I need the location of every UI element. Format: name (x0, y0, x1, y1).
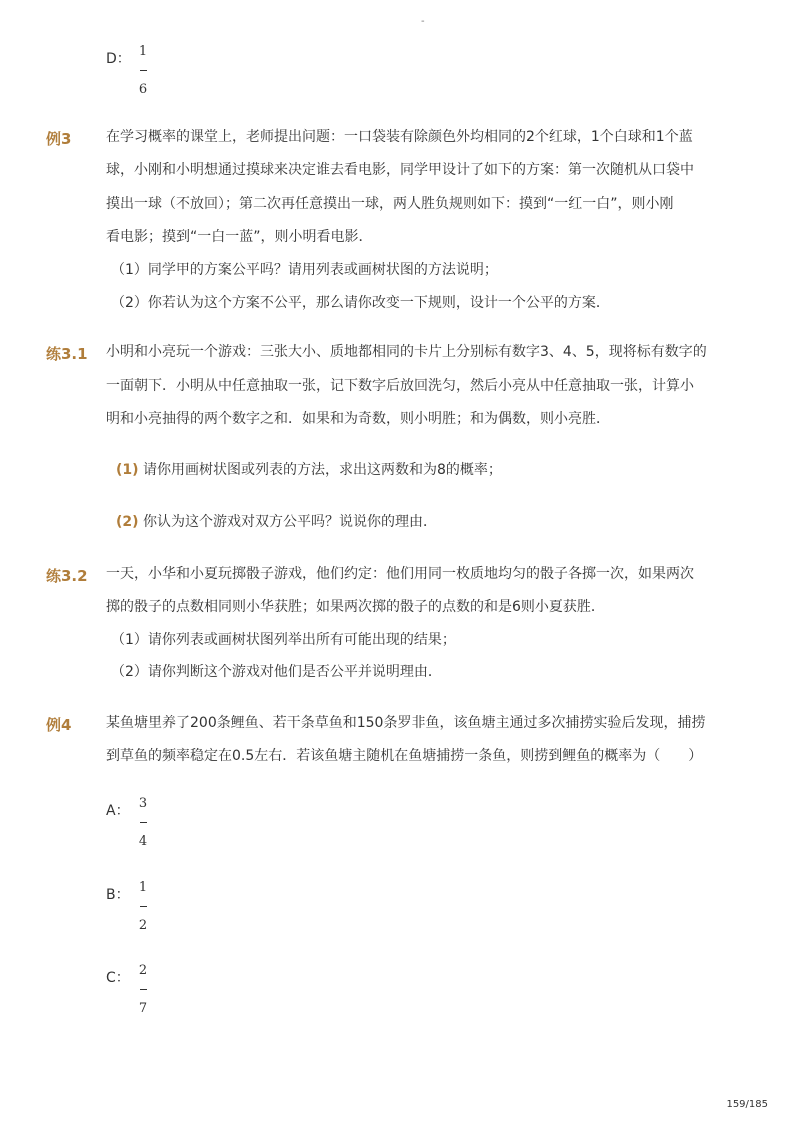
example-4-label: 例4 (46, 716, 72, 734)
numerator: 3 (138, 796, 148, 811)
fraction-bar (140, 70, 147, 71)
option-letter: A： (106, 803, 130, 819)
example-3-line: 球，小刚和小明想通过摸球来决定谁去看电影，同学甲设计了如下的方案：第一次随机从口袋中 (106, 162, 694, 178)
header-mark: - (421, 16, 425, 27)
practice-3-2-question-1: （1）请你列表或画树状图列举出所有可能出现的结果； (111, 632, 456, 648)
example-3-label: 例3 (46, 130, 72, 148)
fraction-bar (140, 989, 147, 990)
option-letter: C： (106, 970, 130, 986)
fraction (137, 964, 149, 1015)
numerator: 1 (138, 44, 148, 59)
question-number: (1) (116, 462, 139, 478)
practice-3-1-question-1 (116, 460, 502, 480)
example-3-line: 摸出一球（不放回）；第二次再任意摸出一球，两人胜负规则如下：摸到“一红一白”，则小刚 (106, 196, 674, 212)
question-text: 请你用画树状图或列表的方法，求出这两数和为8的概率； (138, 462, 502, 478)
example-3-question-2: （2）你若认为这个方案不公平，那么请你改变一下规则，设计一个公平的方案． (111, 295, 610, 311)
fraction (137, 797, 149, 848)
numerator: 2 (138, 963, 148, 978)
practice-3-1-line: 一面朝下．小明从中任意抽取一张，记下数字后放回洗匀，然后小亮从中任意抽取一张，计算小 (106, 378, 694, 394)
question-number: (2) (116, 514, 139, 530)
practice-3-1-label: 练3.1 (46, 345, 88, 363)
fraction (137, 881, 149, 932)
page-number: 159/185 (726, 1099, 768, 1110)
practice-3-2-line: 掷的骰子的点数相同则小华获胜；如果两次掷的骰子的点数的和是6则小夏获胜． (106, 599, 605, 615)
fraction (137, 45, 149, 96)
denominator: 6 (138, 82, 148, 97)
numerator: 1 (138, 880, 148, 895)
practice-3-1-question-2 (116, 512, 437, 532)
practice-3-1-line: 明和小亮抽得的两个数字之和．如果和为奇数，则小明胜；和为偶数，则小亮胜． (106, 411, 610, 427)
denominator: 2 (138, 918, 148, 933)
question-text: 你认为这个游戏对双方公平吗？说说你的理由． (138, 514, 437, 530)
practice-3-1-line: 小明和小亮玩一个游戏：三张大小、质地都相同的卡片上分别标有数字3、4、5，现将标有数字的 (106, 344, 707, 360)
fraction-bar (140, 906, 147, 907)
practice-3-2-line: 一天，小华和小夏玩掷骰子游戏，他们约定：他们用同一枚质地均匀的骰子各掷一次，如果两次 (106, 566, 694, 582)
example-4-line: 某鱼塘里养了200条鲤鱼、若干条草鱼和150条罗非鱼，该鱼塘主通过多次捕捞实验后发现，捕捞 (106, 715, 706, 731)
fraction-bar (140, 822, 147, 823)
example-4-line: 到草鱼的频率稳定在0.5左右．若该鱼塘主随机在鱼塘捕捞一条鱼，则捞到鲤鱼的概率为（ ） (106, 748, 703, 764)
example-3-question-1: （1）同学甲的方案公平吗？请用列表或画树状图的方法说明； (111, 262, 498, 278)
option-letter: B： (106, 887, 130, 903)
example-3-line: 看电影；摸到“一白一蓝”，则小明看电影． (106, 229, 373, 245)
practice-3-2-label: 练3.2 (46, 567, 88, 585)
denominator: 7 (138, 1001, 148, 1016)
practice-3-2-question-2: （2）请你判断这个游戏对他们是否公平并说明理由． (111, 664, 442, 680)
option-letter: D： (106, 51, 131, 67)
denominator: 4 (138, 834, 148, 849)
example-3-line: 在学习概率的课堂上，老师提出问题：一口袋装有除颜色外均相同的2个红球，1个白球和1个蓝 (106, 129, 693, 145)
